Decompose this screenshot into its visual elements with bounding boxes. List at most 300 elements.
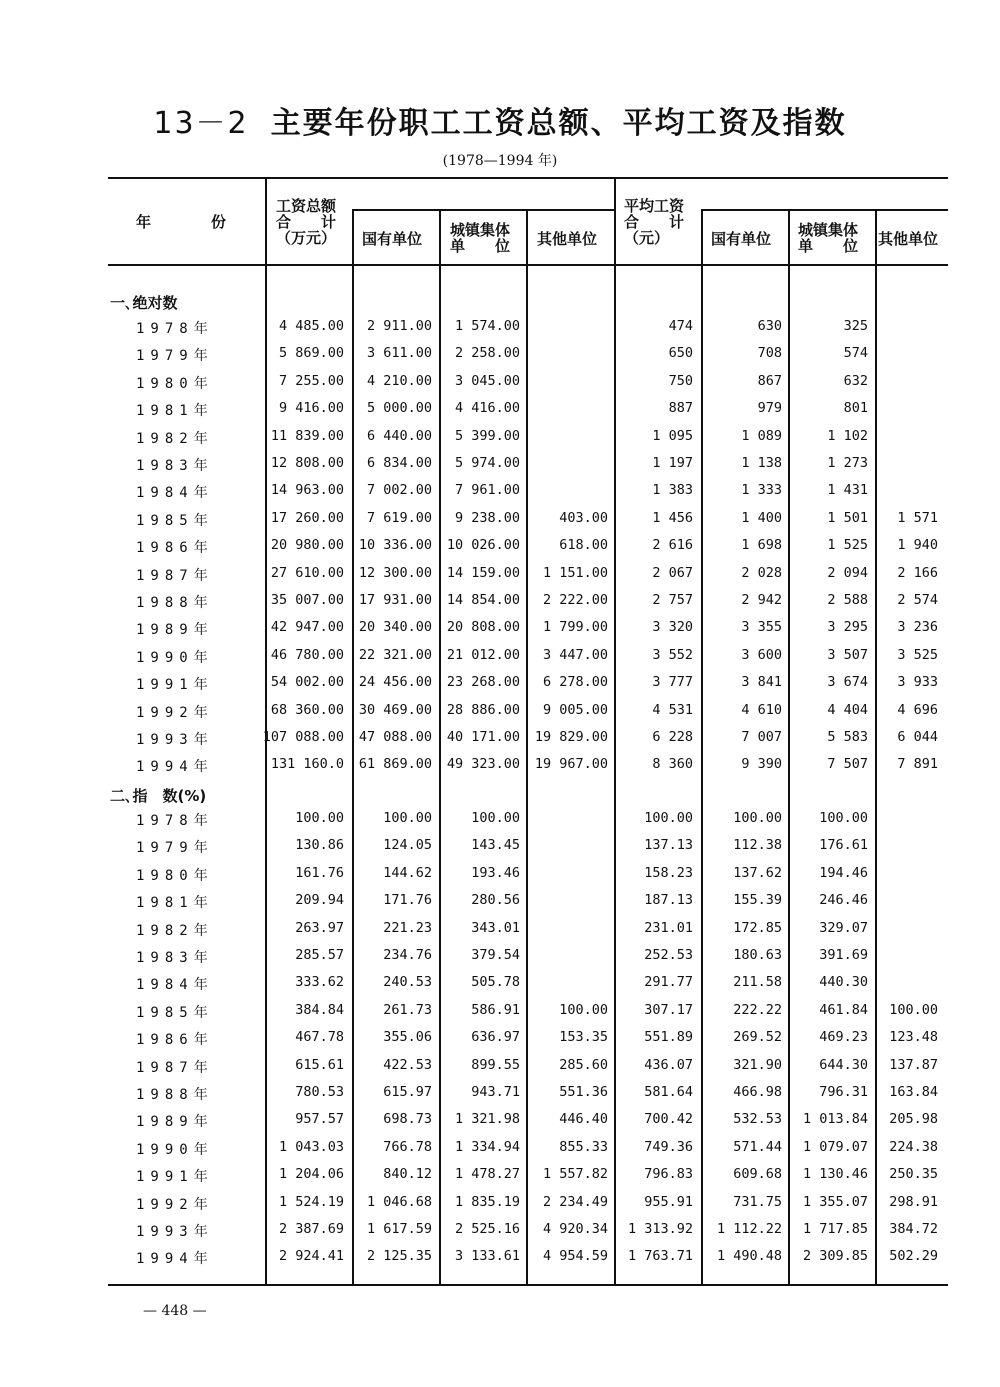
table-cell: 780.53 bbox=[295, 1084, 344, 1100]
table-cell: 3 777 bbox=[652, 674, 693, 691]
row-year: 1980年 bbox=[136, 375, 214, 392]
table-cell: 1 333 bbox=[741, 482, 782, 499]
table-cell: 10 026.00 bbox=[446, 537, 520, 554]
table-row bbox=[0, 318, 1000, 345]
table-cell: 9 238.00 bbox=[454, 509, 520, 526]
table-cell: 176.61 bbox=[819, 837, 868, 854]
table-cell: 325 bbox=[843, 318, 868, 334]
table-cell: 19 829.00 bbox=[534, 729, 608, 745]
header-avg-wage: 平均工资 合 计 （元） bbox=[624, 197, 685, 247]
table-cell: 250.35 bbox=[889, 1166, 938, 1183]
table-cell: 571.44 bbox=[733, 1138, 782, 1155]
table-cell: 581.64 bbox=[644, 1084, 693, 1100]
table-cell: 615.61 bbox=[295, 1056, 344, 1073]
table-cell: 7 891 bbox=[897, 756, 938, 773]
table-cell: 17 931.00 bbox=[358, 592, 432, 608]
table-cell: 551.89 bbox=[644, 1029, 693, 1046]
table-cell: 3 611.00 bbox=[366, 345, 432, 362]
table-cell: 143.45 bbox=[471, 837, 520, 854]
table-cell: 68 360.00 bbox=[270, 701, 344, 718]
table-cell: 7 619.00 bbox=[366, 509, 432, 526]
subheader-rule-right bbox=[703, 209, 948, 211]
table-cell: 887 bbox=[668, 400, 693, 417]
table-cell: 2 309.85 bbox=[802, 1248, 868, 1265]
row-year: 1987年 bbox=[136, 1059, 214, 1076]
row-year: 1982年 bbox=[136, 430, 214, 447]
table-cell: 355.06 bbox=[383, 1029, 432, 1046]
table-cell: 1 431 bbox=[827, 482, 868, 499]
table-cell: 5 583 bbox=[827, 729, 868, 745]
table-cell: 855.33 bbox=[559, 1138, 608, 1155]
row-year: 1980年 bbox=[136, 867, 214, 884]
table-cell: 3 841 bbox=[741, 674, 782, 691]
table-cell: 24 456.00 bbox=[358, 674, 432, 691]
table-cell: 240.53 bbox=[383, 974, 432, 991]
table-cell: 222.22 bbox=[733, 1001, 782, 1018]
table-cell: 3 674 bbox=[827, 674, 868, 691]
table-cell: 9 390 bbox=[741, 756, 782, 773]
table-cell: 209.94 bbox=[295, 892, 344, 909]
table-cell: 979 bbox=[757, 400, 782, 417]
table-cell: 4 920.34 bbox=[542, 1221, 608, 1237]
table-cell: 7 007 bbox=[741, 729, 782, 745]
table-row bbox=[0, 592, 1000, 619]
table-cell: 4 696 bbox=[897, 701, 938, 718]
table-cell: 123.48 bbox=[889, 1029, 938, 1046]
table-row bbox=[0, 373, 1000, 400]
table-row bbox=[0, 619, 1000, 646]
table-cell: 153.35 bbox=[559, 1029, 608, 1046]
table-cell: 1 334.94 bbox=[454, 1138, 520, 1155]
table-cell: 5 974.00 bbox=[454, 455, 520, 471]
row-year: 1994年 bbox=[136, 759, 214, 776]
table-row bbox=[0, 865, 1000, 892]
table-cell: 474 bbox=[668, 318, 693, 334]
table-cell: 422.53 bbox=[383, 1056, 432, 1073]
table-cell: 899.55 bbox=[471, 1056, 520, 1073]
row-year: 1985年 bbox=[136, 1004, 214, 1021]
table-cell: 263.97 bbox=[295, 919, 344, 936]
table-cell: 650 bbox=[668, 345, 693, 362]
row-year: 1987年 bbox=[136, 567, 214, 584]
table-cell: 12 808.00 bbox=[270, 455, 344, 471]
table-row bbox=[0, 674, 1000, 701]
table-cell: 708 bbox=[757, 345, 782, 362]
table-cell: 333.62 bbox=[295, 974, 344, 991]
table-cell: 155.39 bbox=[733, 892, 782, 909]
table-cell: 1 112.22 bbox=[716, 1221, 782, 1237]
table-cell: 2 166 bbox=[897, 564, 938, 581]
table-row bbox=[0, 428, 1000, 455]
table-cell: 14 854.00 bbox=[446, 592, 520, 608]
table-row bbox=[0, 974, 1000, 1001]
page-number: — 448 — bbox=[143, 1303, 207, 1319]
table-cell: 2 125.35 bbox=[366, 1248, 432, 1265]
table-row bbox=[0, 756, 1000, 783]
table-cell: 801 bbox=[843, 400, 868, 417]
table-cell: 7 255.00 bbox=[278, 372, 344, 389]
table-cell: 2 067 bbox=[652, 564, 693, 581]
table-cell: 8 360 bbox=[652, 756, 693, 773]
table-cell: 446.40 bbox=[559, 1111, 608, 1128]
header-state-owned-avg: 国有单位 bbox=[711, 230, 772, 248]
table-cell: 1 501 bbox=[827, 509, 868, 526]
section-label: 一､绝对数 bbox=[110, 294, 178, 312]
table-cell: 3 933 bbox=[897, 674, 938, 691]
table-cell: 298.91 bbox=[889, 1193, 938, 1210]
table-cell: 384.84 bbox=[295, 1001, 344, 1018]
table-cell: 3 295 bbox=[827, 619, 868, 636]
table-row bbox=[0, 729, 1000, 756]
table-cell: 285.57 bbox=[295, 947, 344, 963]
table-cell: 586.91 bbox=[471, 1001, 520, 1018]
table-cell: 30 469.00 bbox=[358, 701, 432, 718]
table-cell: 618.00 bbox=[559, 537, 608, 554]
table-cell: 731.75 bbox=[733, 1193, 782, 1210]
table-cell: 20 808.00 bbox=[446, 619, 520, 636]
table-cell: 107 088.00 bbox=[262, 729, 344, 745]
page-title bbox=[0, 98, 1000, 142]
table-cell: 1 204.06 bbox=[278, 1166, 344, 1183]
table-cell: 7 961.00 bbox=[454, 482, 520, 499]
table-cell: 246.46 bbox=[819, 892, 868, 909]
table-cell: 840.12 bbox=[383, 1166, 432, 1183]
header-state-owned: 国有单位 bbox=[362, 230, 423, 248]
table-cell: 551.36 bbox=[559, 1084, 608, 1100]
table-cell: 9 005.00 bbox=[542, 701, 608, 718]
table-cell: 12 300.00 bbox=[358, 564, 432, 581]
table-cell: 54 002.00 bbox=[270, 674, 344, 691]
table-cell: 47 088.00 bbox=[358, 729, 432, 745]
table-cell: 9 416.00 bbox=[278, 400, 344, 417]
table-cell: 4 610 bbox=[741, 701, 782, 718]
table-cell: 211.58 bbox=[733, 974, 782, 991]
table-cell: 1 138 bbox=[741, 455, 782, 471]
table-cell: 384.72 bbox=[889, 1221, 938, 1237]
table-cell: 20 340.00 bbox=[358, 619, 432, 636]
table-cell: 100.00 bbox=[295, 810, 344, 826]
table-cell: 1 095 bbox=[652, 427, 693, 444]
table-cell: 4 485.00 bbox=[278, 318, 344, 334]
table-cell: 867 bbox=[757, 372, 782, 389]
table-cell: 291.77 bbox=[644, 974, 693, 991]
row-year: 1992年 bbox=[136, 1196, 214, 1213]
table-cell: 379.54 bbox=[471, 947, 520, 963]
table-row bbox=[0, 702, 1000, 729]
table-cell: 130.86 bbox=[295, 837, 344, 854]
header-other-avg: 其他单位 bbox=[878, 230, 939, 248]
row-year: 1993年 bbox=[136, 1224, 214, 1240]
row-year: 1988年 bbox=[136, 595, 214, 611]
table-cell: 440.30 bbox=[819, 974, 868, 991]
table-cell: 100.00 bbox=[644, 810, 693, 826]
table-row bbox=[0, 510, 1000, 537]
table-cell: 609.68 bbox=[733, 1166, 782, 1183]
table-cell: 180.63 bbox=[733, 947, 782, 963]
row-year: 1988年 bbox=[136, 1087, 214, 1103]
table-cell: 224.38 bbox=[889, 1138, 938, 1155]
table-row bbox=[0, 837, 1000, 864]
row-year: 1984年 bbox=[136, 485, 214, 502]
table-cell: 3 320 bbox=[652, 619, 693, 636]
table-cell: 796.83 bbox=[644, 1166, 693, 1183]
table-cell: 1 490.48 bbox=[716, 1248, 782, 1265]
row-year: 1989年 bbox=[136, 1114, 214, 1131]
table-cell: 17 260.00 bbox=[270, 509, 344, 526]
table-cell: 1 102 bbox=[827, 427, 868, 444]
table-cell: 46 780.00 bbox=[270, 646, 344, 663]
table-cell: 234.76 bbox=[383, 947, 432, 963]
table-row bbox=[0, 1002, 1000, 1029]
table-cell: 6 228 bbox=[652, 729, 693, 745]
row-year: 1981年 bbox=[136, 403, 214, 420]
table-cell: 194.46 bbox=[819, 864, 868, 881]
table-cell: 100.00 bbox=[559, 1001, 608, 1018]
table-cell: 3 600 bbox=[741, 646, 782, 663]
table-row bbox=[0, 1166, 1000, 1193]
table-cell: 532.53 bbox=[733, 1111, 782, 1128]
table-row bbox=[0, 455, 1000, 482]
table-cell: 796.31 bbox=[819, 1084, 868, 1100]
table-cell: 19 967.00 bbox=[534, 756, 608, 773]
table-cell: 1 151.00 bbox=[542, 564, 608, 581]
table-cell: 100.00 bbox=[819, 810, 868, 826]
table-row bbox=[0, 947, 1000, 974]
table-row bbox=[0, 647, 1000, 674]
table-cell: 27 610.00 bbox=[270, 564, 344, 581]
table-cell: 403.00 bbox=[559, 509, 608, 526]
table-top-rule bbox=[108, 177, 948, 179]
table-cell: 630 bbox=[757, 318, 782, 334]
table-cell: 2 588 bbox=[827, 592, 868, 608]
table-cell: 1 557.82 bbox=[542, 1166, 608, 1183]
table-cell: 28 886.00 bbox=[446, 701, 520, 718]
table-row bbox=[0, 537, 1000, 564]
table-cell: 2 616 bbox=[652, 537, 693, 554]
row-year: 1983年 bbox=[136, 458, 214, 474]
row-year: 1979年 bbox=[136, 840, 214, 857]
table-cell: 49 323.00 bbox=[446, 756, 520, 773]
table-cell: 644.30 bbox=[819, 1056, 868, 1073]
table-cell: 285.60 bbox=[559, 1056, 608, 1073]
table-cell: 137.62 bbox=[733, 864, 782, 881]
table-cell: 5 869.00 bbox=[278, 345, 344, 362]
table-row bbox=[0, 1029, 1000, 1056]
table-cell: 2 525.16 bbox=[454, 1221, 520, 1237]
row-year: 1979年 bbox=[136, 348, 214, 365]
table-cell: 6 440.00 bbox=[366, 427, 432, 444]
table-cell: 42 947.00 bbox=[270, 619, 344, 636]
table-cell: 4 210.00 bbox=[366, 372, 432, 389]
table-cell: 467.78 bbox=[295, 1029, 344, 1046]
row-year: 1986年 bbox=[136, 1032, 214, 1049]
table-cell: 391.69 bbox=[819, 947, 868, 963]
table-row bbox=[0, 482, 1000, 509]
table-cell: 100.00 bbox=[471, 810, 520, 826]
table-cell: 1 130.46 bbox=[802, 1166, 868, 1183]
table-cell: 3 236 bbox=[897, 619, 938, 636]
header-bottom-rule bbox=[108, 264, 948, 266]
table-cell: 144.62 bbox=[383, 864, 432, 881]
table-row bbox=[0, 1248, 1000, 1275]
table-row bbox=[0, 565, 1000, 592]
table-cell: 23 268.00 bbox=[446, 674, 520, 691]
table-cell: 1 717.85 bbox=[802, 1221, 868, 1237]
table-cell: 3 045.00 bbox=[454, 372, 520, 389]
header-year: 年 份 bbox=[136, 213, 227, 231]
header-total-wage: 工资总额 合 计 （万元） bbox=[276, 197, 337, 247]
table-cell: 280.56 bbox=[471, 892, 520, 909]
row-year: 1989年 bbox=[136, 622, 214, 639]
table-cell: 171.76 bbox=[383, 892, 432, 909]
table-cell: 3 133.61 bbox=[454, 1248, 520, 1265]
table-row bbox=[0, 1139, 1000, 1166]
table-cell: 615.97 bbox=[383, 1084, 432, 1100]
table-cell: 1 574.00 bbox=[454, 318, 520, 334]
table-cell: 1 400 bbox=[741, 509, 782, 526]
table-cell: 124.05 bbox=[383, 837, 432, 854]
table-cell: 6 044 bbox=[897, 729, 938, 745]
table-cell: 6 278.00 bbox=[542, 674, 608, 691]
table-cell: 187.13 bbox=[644, 892, 693, 909]
table-cell: 1 313.92 bbox=[627, 1221, 693, 1237]
table-cell: 172.85 bbox=[733, 919, 782, 936]
table-cell: 2 924.41 bbox=[278, 1248, 344, 1265]
table-cell: 2 574 bbox=[897, 592, 938, 608]
table-cell: 1 079.07 bbox=[802, 1138, 868, 1155]
table-cell: 1 571 bbox=[897, 509, 938, 526]
table-cell: 1 799.00 bbox=[542, 619, 608, 636]
table-cell: 100.00 bbox=[383, 810, 432, 826]
table-cell: 1 617.59 bbox=[366, 1221, 432, 1237]
table-cell: 3 447.00 bbox=[542, 646, 608, 663]
subheader-rule-left bbox=[352, 209, 614, 211]
table-cell: 4 954.59 bbox=[542, 1248, 608, 1265]
table-cell: 6 834.00 bbox=[366, 455, 432, 471]
table-row bbox=[0, 1111, 1000, 1138]
table-cell: 269.52 bbox=[733, 1029, 782, 1046]
table-cell: 1 478.27 bbox=[454, 1166, 520, 1183]
row-year: 1985年 bbox=[136, 512, 214, 529]
year-range: (1978—1994 年) bbox=[442, 153, 558, 169]
table-cell: 261.73 bbox=[383, 1001, 432, 1018]
table-cell: 1 456 bbox=[652, 509, 693, 526]
table-cell: 161.76 bbox=[295, 864, 344, 881]
table-cell: 1 273 bbox=[827, 455, 868, 471]
table-cell: 100.00 bbox=[889, 1001, 938, 1018]
table-cell: 502.29 bbox=[889, 1248, 938, 1265]
table-cell: 20 980.00 bbox=[270, 537, 344, 554]
table-cell: 163.84 bbox=[889, 1084, 938, 1100]
table-cell: 35 007.00 bbox=[270, 592, 344, 608]
table-row bbox=[0, 892, 1000, 919]
table-cell: 2 222.00 bbox=[542, 592, 608, 608]
table-cell: 100.00 bbox=[733, 810, 782, 826]
table-cell: 61 869.00 bbox=[358, 756, 432, 773]
table-cell: 2 094 bbox=[827, 564, 868, 581]
table-cell: 469.23 bbox=[819, 1029, 868, 1046]
table-cell: 1 383 bbox=[652, 482, 693, 499]
table-cell: 205.98 bbox=[889, 1111, 938, 1128]
table-cell: 1 089 bbox=[741, 427, 782, 444]
table-cell: 3 525 bbox=[897, 646, 938, 663]
table-cell: 112.38 bbox=[733, 837, 782, 854]
table-cell: 7 507 bbox=[827, 756, 868, 773]
row-year: 1982年 bbox=[136, 922, 214, 939]
table-cell: 5 000.00 bbox=[366, 400, 432, 417]
table-cell: 1 763.71 bbox=[627, 1248, 693, 1265]
table-cell: 466.98 bbox=[733, 1084, 782, 1100]
row-year: 1986年 bbox=[136, 540, 214, 557]
table-cell: 307.17 bbox=[644, 1001, 693, 1018]
header-urban-collective-avg: 城镇集体 单 位 bbox=[798, 221, 859, 255]
row-year: 1991年 bbox=[136, 677, 214, 694]
table-bottom-rule bbox=[108, 1284, 948, 1286]
header-other: 其他单位 bbox=[537, 230, 598, 248]
table-title: 主要年份职工工资总额、平均工资及指数 bbox=[270, 106, 847, 141]
table-cell: 137.13 bbox=[644, 837, 693, 854]
table-cell: 4 404 bbox=[827, 701, 868, 718]
table-row bbox=[0, 1194, 1000, 1221]
table-cell: 1 835.19 bbox=[454, 1193, 520, 1210]
row-year: 1991年 bbox=[136, 1169, 214, 1186]
row-year: 1981年 bbox=[136, 895, 214, 912]
table-cell: 158.23 bbox=[644, 864, 693, 881]
table-cell: 1 321.98 bbox=[454, 1111, 520, 1128]
table-cell: 329.07 bbox=[819, 919, 868, 936]
table-cell: 10 336.00 bbox=[358, 537, 432, 554]
table-cell: 14 159.00 bbox=[446, 564, 520, 581]
table-cell: 1 046.68 bbox=[366, 1193, 432, 1210]
table-row bbox=[0, 810, 1000, 837]
table-cell: 2 028 bbox=[741, 564, 782, 581]
table-cell: 193.46 bbox=[471, 864, 520, 881]
table-cell: 2 942 bbox=[741, 592, 782, 608]
row-year: 1992年 bbox=[136, 704, 214, 721]
table-cell: 11 839.00 bbox=[270, 427, 344, 444]
row-year: 1994年 bbox=[136, 1251, 214, 1268]
row-year: 1978年 bbox=[136, 321, 214, 337]
table-cell: 1 524.19 bbox=[278, 1193, 344, 1210]
table-cell: 2 234.49 bbox=[542, 1193, 608, 1210]
table-number: 13－2 bbox=[153, 106, 249, 141]
table-row bbox=[0, 345, 1000, 372]
table-cell: 943.71 bbox=[471, 1084, 520, 1100]
table-cell: 2 258.00 bbox=[454, 345, 520, 362]
table-cell: 505.78 bbox=[471, 974, 520, 991]
table-cell: 14 963.00 bbox=[270, 482, 344, 499]
table-cell: 766.78 bbox=[383, 1138, 432, 1155]
row-year: 1990年 bbox=[136, 649, 214, 666]
table-cell: 1 043.03 bbox=[278, 1138, 344, 1155]
row-year: 1993年 bbox=[136, 732, 214, 748]
table-row bbox=[0, 1057, 1000, 1084]
table-cell: 1 197 bbox=[652, 455, 693, 471]
table-cell: 4 416.00 bbox=[454, 400, 520, 417]
table-cell: 2 757 bbox=[652, 592, 693, 608]
table-cell: 131 160.0 bbox=[270, 756, 344, 773]
table-row bbox=[0, 920, 1000, 947]
table-cell: 343.01 bbox=[471, 919, 520, 936]
table-cell: 252.53 bbox=[644, 947, 693, 963]
table-cell: 1 940 bbox=[897, 537, 938, 554]
table-cell: 698.73 bbox=[383, 1111, 432, 1128]
table-cell: 750 bbox=[668, 372, 693, 389]
table-cell: 1 013.84 bbox=[802, 1111, 868, 1128]
table-cell: 1 355.07 bbox=[802, 1193, 868, 1210]
row-year: 1984年 bbox=[136, 977, 214, 994]
table-row bbox=[0, 1084, 1000, 1111]
